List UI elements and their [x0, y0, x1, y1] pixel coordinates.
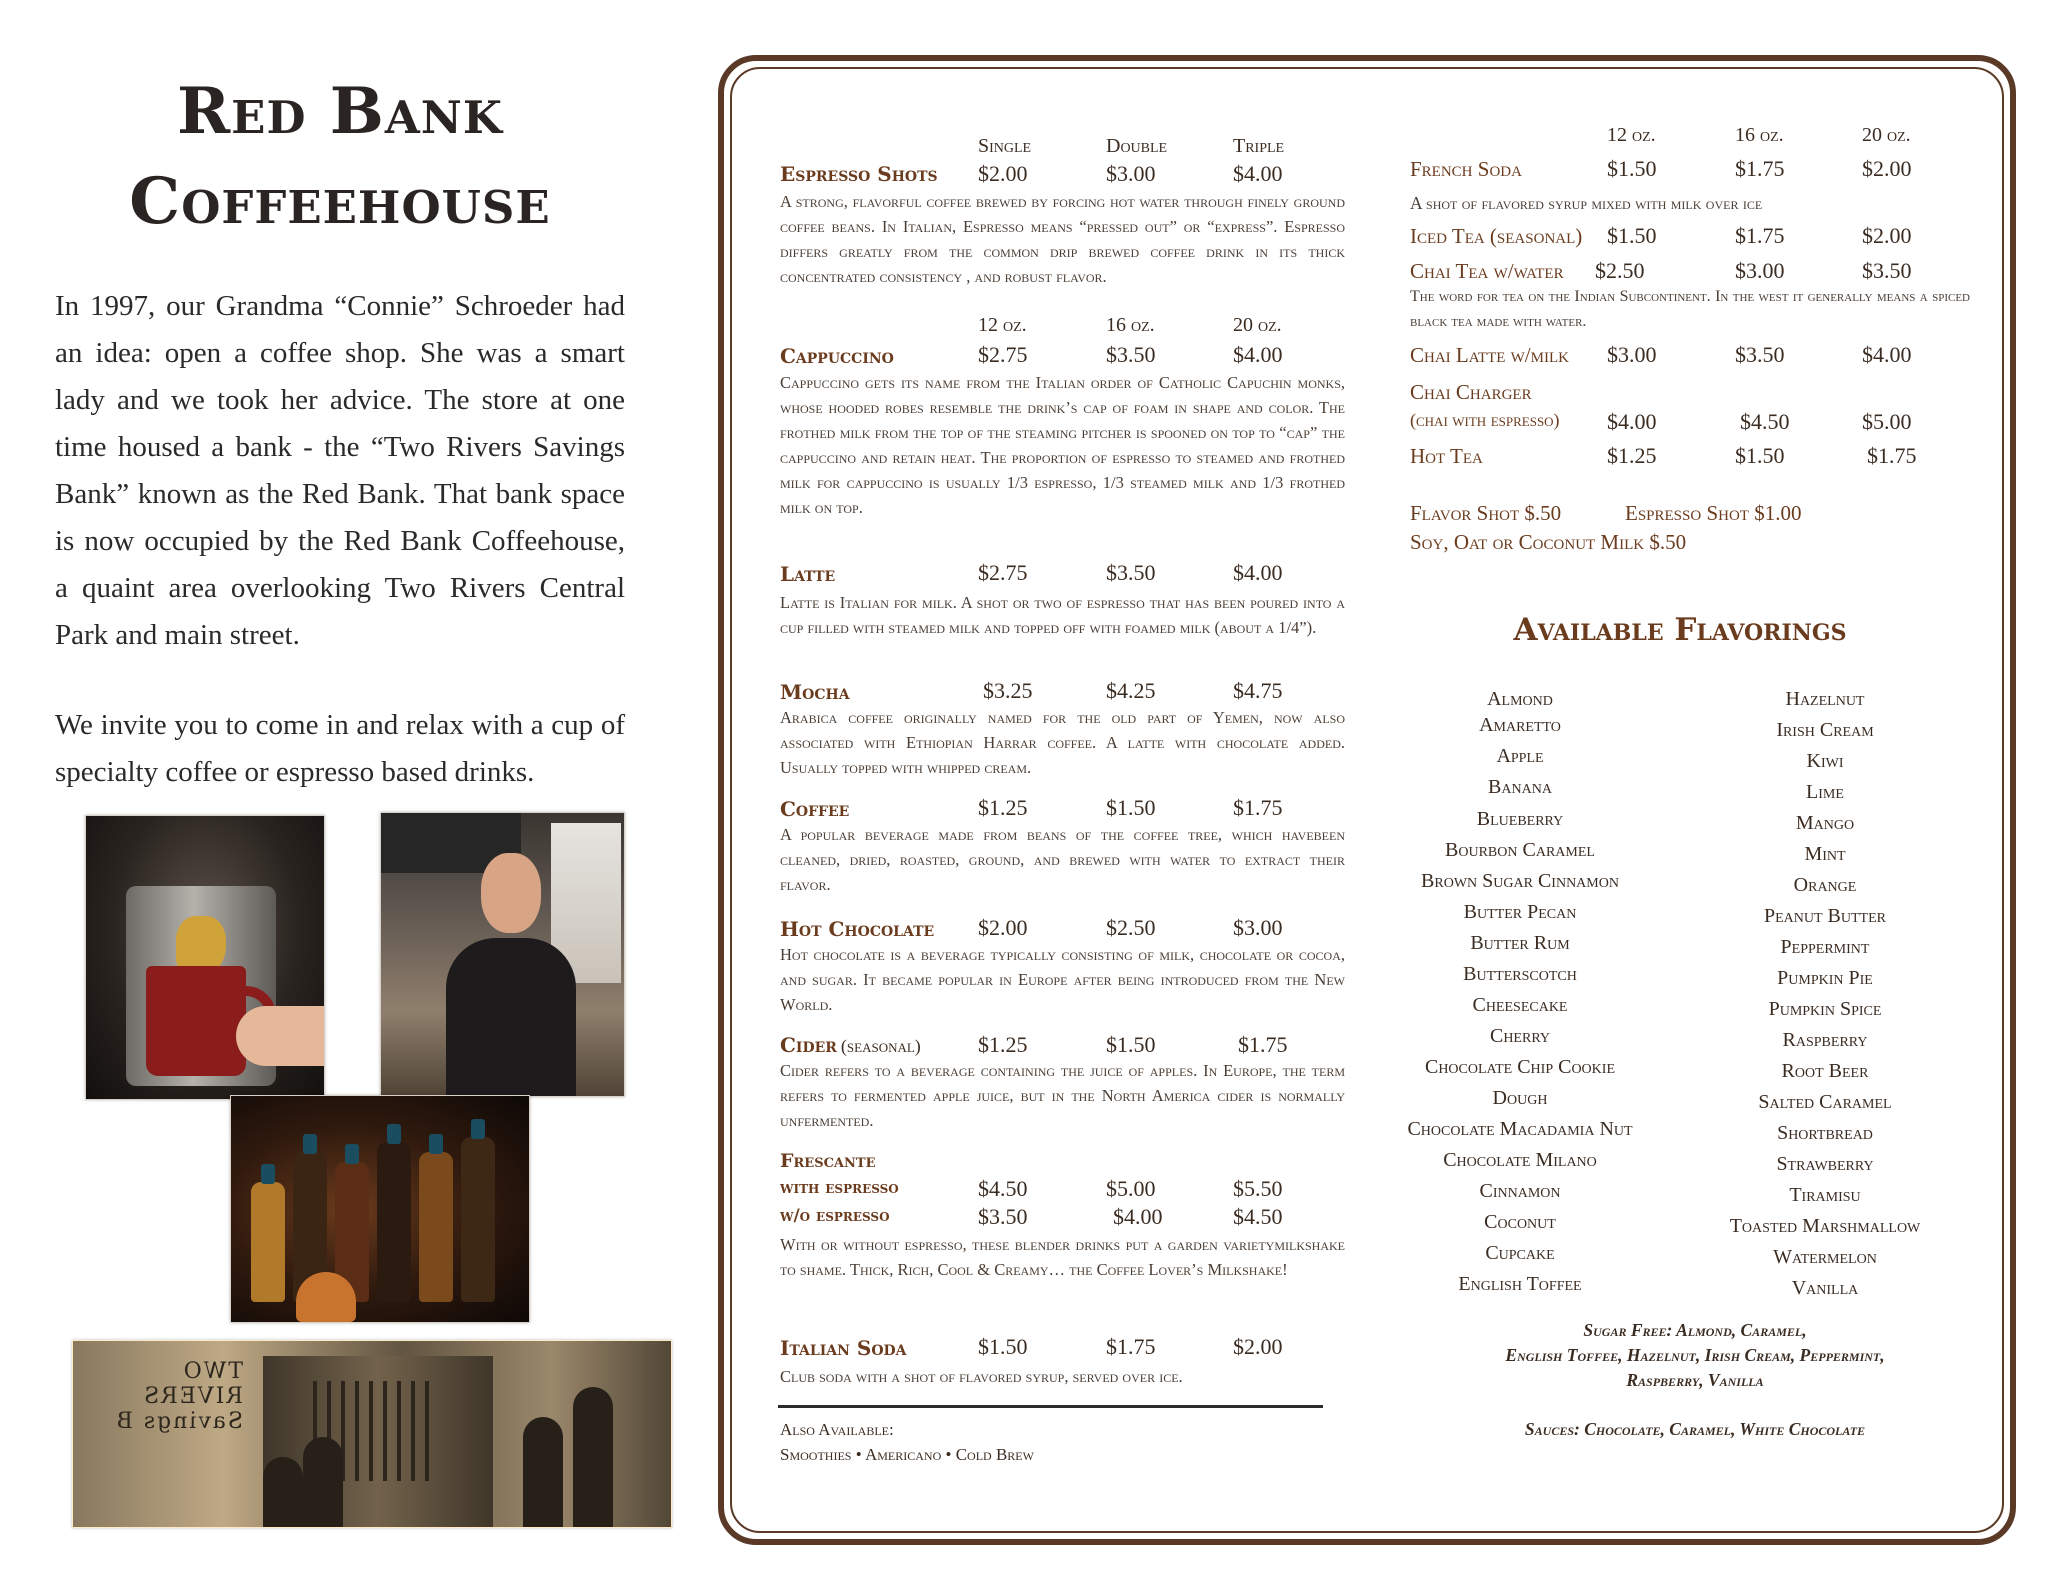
right-size-20oz: 20 oz.: [1862, 124, 1911, 146]
price-chai-latte-16: $3.50: [1735, 342, 1785, 367]
price-chai-tea-12: $2.50: [1595, 258, 1645, 283]
price-chai-tea-20: $3.50: [1862, 258, 1912, 283]
addon-flavor-shot: Flavor Shot $.50: [1410, 501, 1562, 525]
flavor-item: Butterscotch: [1463, 963, 1577, 985]
item-hot-tea: Hot Tea: [1410, 444, 1483, 468]
also-available-items: Smoothies • Americano • Cold Brew: [780, 1445, 1034, 1464]
mug-shape: [146, 966, 246, 1076]
page-title-line2: Coffeehouse: [129, 164, 551, 239]
desc-latte: Latte is Italian for milk. A shot or two of espresso that has been poured into a cup filled with steamed milk and topped off with foamed milk (about a 1/4”).: [780, 593, 1345, 637]
item-chai-charger: Chai Charger: [1410, 380, 1532, 404]
price-italian-soda-16: $1.75: [1106, 1334, 1156, 1359]
sugar-free-line3: Raspberry, Vanilla: [1626, 1370, 1764, 1390]
figure-shape: [523, 1417, 563, 1527]
size-header-triple: Triple: [1233, 135, 1285, 157]
flavor-item: Peppermint: [1780, 936, 1870, 958]
price-espresso-triple: $4.00: [1233, 161, 1283, 186]
price-french-soda-12: $1.50: [1607, 156, 1657, 181]
desc-italian-soda: Club soda with a shot of flavored syrup, served over ice.: [780, 1367, 1183, 1386]
flavor-item: Cheesecake: [1472, 994, 1568, 1016]
desc-frescante: With or without espresso, these blender drinks put a garden varietymilkshake to shame. Thick, Rich, Cool & Creamy… the Coffee Lover’s Milkshake!: [780, 1235, 1345, 1279]
item-italian-soda: Italian Soda: [780, 1336, 907, 1360]
price-cappuccino-16: $3.50: [1106, 342, 1156, 367]
page-title-line1: Red Bank: [176, 74, 504, 149]
person-body-shape: [446, 938, 576, 1097]
addon-milk-alternatives: Soy, Oat or Coconut Milk $.50: [1410, 530, 1687, 554]
flavor-item: Hazelnut: [1785, 688, 1865, 710]
size-20oz: 20 oz.: [1233, 314, 1282, 336]
flavor-item: Bourbon Caramel: [1445, 839, 1595, 861]
item-mocha: Mocha: [780, 680, 850, 704]
price-iced-tea-12: $1.50: [1607, 223, 1657, 248]
price-hot-chocolate-20: $3.00: [1233, 915, 1283, 940]
item-chai-latte: Chai Latte w/milk: [1410, 343, 1569, 367]
item-cider: Cider: [780, 1033, 837, 1057]
price-french-soda-20: $2.00: [1862, 156, 1912, 181]
flavor-item: Dough: [1492, 1087, 1548, 1109]
price-chai-charger-12: $4.00: [1607, 409, 1657, 434]
price-coffee-16: $1.50: [1106, 795, 1156, 820]
price-mocha-16: $4.25: [1106, 678, 1156, 703]
price-hot-chocolate-12: $2.00: [978, 915, 1028, 940]
flavor-item: Salted Caramel: [1758, 1091, 1892, 1113]
price-chai-charger-20: $5.00: [1862, 409, 1912, 434]
price-coffee-12: $1.25: [978, 795, 1028, 820]
flavor-item: Amaretto: [1479, 714, 1561, 736]
flavor-item: Mango: [1795, 812, 1855, 834]
price-hot-tea-12: $1.25: [1607, 443, 1657, 468]
price-chai-charger-16: $4.50: [1740, 409, 1790, 434]
price-latte-20: $4.00: [1233, 560, 1283, 585]
price-chai-tea-16: $3.00: [1735, 258, 1785, 283]
flavor-item: Shortbread: [1777, 1122, 1873, 1144]
intro-history-paragraph: In 1997, our Grandma “Connie” Schroeder had an idea: open a coffee shop. She was a smart lady and we took her advice. The store at one time housed a bank - the “Two Rivers Savings Bank” known as the Red Bank. That bank space is now occupied by the Red Bank Coffeehouse, a quaint area overlooking Two Rivers Central Park and main street.: [55, 290, 625, 651]
sugar-free-line1: Sugar Free: Almond, Caramel,: [1583, 1320, 1807, 1340]
flavor-item: Mint: [1804, 843, 1846, 865]
sauces-line: Sauces: Chocolate, Caramel, White Chocolate: [1524, 1419, 1866, 1439]
flavor-item: Butter Rum: [1470, 932, 1570, 954]
person-head-shape: [481, 853, 541, 933]
flavor-item: Chocolate Milano: [1443, 1149, 1597, 1171]
photo-syrup-bottles: [230, 1095, 530, 1323]
price-frescante-with-20: $5.50: [1233, 1176, 1283, 1201]
flavor-item: Strawberry: [1776, 1153, 1874, 1175]
flavor-item: Vanilla: [1791, 1277, 1859, 1299]
price-iced-tea-20: $2.00: [1862, 223, 1912, 248]
price-coffee-20: $1.75: [1233, 795, 1283, 820]
also-available-label: Also Available:: [780, 1420, 894, 1439]
item-frescante-with: with espresso: [780, 1178, 899, 1198]
price-cider-20: $1.75: [1238, 1032, 1288, 1057]
item-frescante-without: w/o espresso: [780, 1206, 890, 1226]
flavor-item: English Toffee: [1458, 1273, 1582, 1295]
flavor-item: Kiwi: [1806, 750, 1844, 772]
price-espresso-single: $2.00: [978, 161, 1028, 186]
price-frescante-without-20: $4.50: [1233, 1204, 1283, 1229]
price-french-soda-16: $1.75: [1735, 156, 1785, 181]
item-espresso-shots: Espresso Shots: [780, 162, 938, 186]
flavor-item: Cherry: [1489, 1025, 1550, 1047]
hand-shape: [236, 1006, 325, 1066]
item-latte: Latte: [780, 562, 836, 586]
divider-rule: [778, 1405, 1323, 1408]
addon-espresso-shot: Espresso Shot $1.00: [1625, 501, 1802, 525]
size-header-single: Single: [978, 135, 1032, 157]
flavor-item: Chocolate Macadamia Nut: [1407, 1118, 1633, 1140]
price-mocha-20: $4.75: [1233, 678, 1283, 703]
flavor-item: Chocolate Chip Cookie: [1424, 1056, 1615, 1078]
price-italian-soda-20: $2.00: [1233, 1334, 1283, 1359]
intro-panel: [0, 0, 700, 1583]
item-hot-chocolate: Hot Chocolate: [780, 917, 935, 941]
desc-chai-tea: The word for tea on the Indian Subcontinent. In the west it generally means a spiced black tea made with water.: [1410, 288, 1970, 330]
item-frescante: Frescante: [780, 1150, 876, 1172]
flavor-item: Brown Sugar Cinnamon: [1421, 870, 1619, 892]
desc-french-soda: A shot of flavored syrup mixed with milk over ice: [1410, 193, 1763, 213]
historic-sign-text: TWO RIVERS Savings B: [114, 1359, 243, 1434]
photo-barista: [380, 812, 625, 1097]
price-italian-soda-12: $1.50: [978, 1334, 1028, 1359]
price-chai-latte-20: $4.00: [1862, 342, 1912, 367]
price-iced-tea-16: $1.75: [1735, 223, 1785, 248]
flavor-item: Butter Pecan: [1463, 901, 1577, 923]
price-hot-tea-20: $1.75: [1867, 443, 1917, 468]
flavor-item: Irish Cream: [1776, 719, 1874, 741]
item-coffee: Coffee: [780, 797, 850, 821]
price-mocha-12: $3.25: [983, 678, 1033, 703]
price-cider-12: $1.25: [978, 1032, 1028, 1057]
flavor-item: Cupcake: [1485, 1242, 1555, 1264]
price-cappuccino-12: $2.75: [978, 342, 1028, 367]
price-frescante-with-12: $4.50: [978, 1176, 1028, 1201]
bottle-shape: [419, 1152, 453, 1302]
photo-coffee-mug: [85, 815, 325, 1100]
flavor-item: Root Beer: [1781, 1060, 1869, 1082]
flavor-item: Tiramisu: [1789, 1184, 1861, 1206]
flavor-item: Lime: [1806, 781, 1844, 803]
bottle-shape: [461, 1137, 495, 1302]
flavor-item: Almond: [1487, 688, 1553, 710]
price-chai-latte-12: $3.00: [1607, 342, 1657, 367]
desc-mocha: Arabica coffee originally named for the old part of Yemen, now also associated with Ethiopian Harrar coffee. A latte with chocolate added. Usually topped with whipped cream.: [780, 708, 1345, 777]
flavor-item: Pumpkin Spice: [1768, 998, 1882, 1020]
price-hot-chocolate-16: $2.50: [1106, 915, 1156, 940]
right-size-12oz: 12 oz.: [1607, 124, 1656, 146]
flavor-item: Blueberry: [1476, 808, 1564, 830]
price-espresso-double: $3.00: [1106, 161, 1156, 186]
price-cappuccino-20: $4.00: [1233, 342, 1283, 367]
flavor-item: Cinnamon: [1479, 1180, 1561, 1202]
desc-cappuccino: Cappuccino gets its name from the Italian order of Catholic Capuchin monks, whose hooded robes resemble the drink’s cap of foam in shape and color. The frothed milk from the top of the steaming pitcher is spooned on top to “cap” the cappuccino and retain heat. The proportion of espresso to steamed and frothed milk for cappuccino is usually 1/3 espresso, 1/3 steamed milk and 1/3 frothed milk on top.: [780, 373, 1346, 517]
flavor-item: Apple: [1496, 745, 1544, 767]
figure-shape: [263, 1457, 303, 1527]
flavorings-title: Available Flavorings: [1513, 612, 1847, 648]
size-16oz: 16 oz.: [1106, 314, 1155, 336]
sugar-free-line2: English Toffee, Hazelnut, Irish Cream, Peppermint,: [1505, 1345, 1885, 1365]
item-chai-charger-sub: (chai with espresso): [1410, 410, 1560, 430]
desc-hot-chocolate: Hot chocolate is a beverage typically consisting of milk, chocolate or cocoa, and sugar. It became popular in Europe after being introduced from the New World.: [780, 945, 1345, 1014]
flavor-item: Pumpkin Pie: [1777, 967, 1873, 989]
figure-shape: [303, 1437, 343, 1527]
price-frescante-without-12: $3.50: [978, 1204, 1028, 1229]
price-frescante-with-16: $5.00: [1106, 1176, 1156, 1201]
flavor-item: Banana: [1488, 776, 1552, 798]
desc-cider: Cider refers to a beverage containing the juice of apples. In Europe, the term refers to fermented apple juice, but in the North America cider is normally unfermented.: [780, 1061, 1345, 1130]
price-frescante-without-16: $4.00: [1113, 1204, 1163, 1229]
flavor-item: Raspberry: [1782, 1029, 1868, 1051]
bottle-shape: [377, 1142, 411, 1302]
photo-historic-bank: [72, 1340, 672, 1528]
item-cider-note: (seasonal): [840, 1036, 921, 1056]
flavor-item: Coconut: [1484, 1211, 1556, 1233]
price-cider-16: $1.50: [1106, 1032, 1156, 1057]
price-latte-12: $2.75: [978, 560, 1028, 585]
item-chai-tea: Chai Tea w/water: [1410, 259, 1564, 283]
intro-invite-paragraph: We invite you to come in and relax with a cup of specialty coffee or espresso based drinks.: [55, 709, 625, 788]
right-size-16oz: 16 oz.: [1735, 124, 1784, 146]
price-latte-16: $3.50: [1106, 560, 1156, 585]
flavor-item: Orange: [1793, 874, 1857, 896]
flavor-item: Toasted Marshmallow: [1729, 1215, 1921, 1237]
desc-espresso: A strong, flavorful coffee brewed by forcing hot water through finely ground coffee beans. In Italian, Espresso means “pressed out” or “express”. Espresso differs greatly from the common drip brewed coffee drink in its thick concentrated consistency , and robust flavor.: [780, 192, 1345, 286]
size-header-double: Double: [1106, 135, 1168, 157]
figure-shape: [573, 1387, 613, 1527]
item-french-soda: French Soda: [1410, 157, 1522, 181]
size-12oz: 12 oz.: [978, 314, 1027, 336]
flavor-item: Peanut Butter: [1763, 905, 1886, 927]
desc-coffee: A popular beverage made from beans of the coffee tree, which havebeen cleaned, dried, roasted, ground, and brewed with water to extract their flavor.: [780, 825, 1345, 894]
item-cappuccino: Cappuccino: [780, 344, 894, 368]
item-cider-row: [780, 1033, 921, 1057]
flavor-item: Watermelon: [1773, 1246, 1877, 1268]
item-iced-tea: Iced Tea (seasonal): [1410, 224, 1583, 248]
price-hot-tea-16: $1.50: [1735, 443, 1785, 468]
bottle-shape: [251, 1182, 285, 1302]
